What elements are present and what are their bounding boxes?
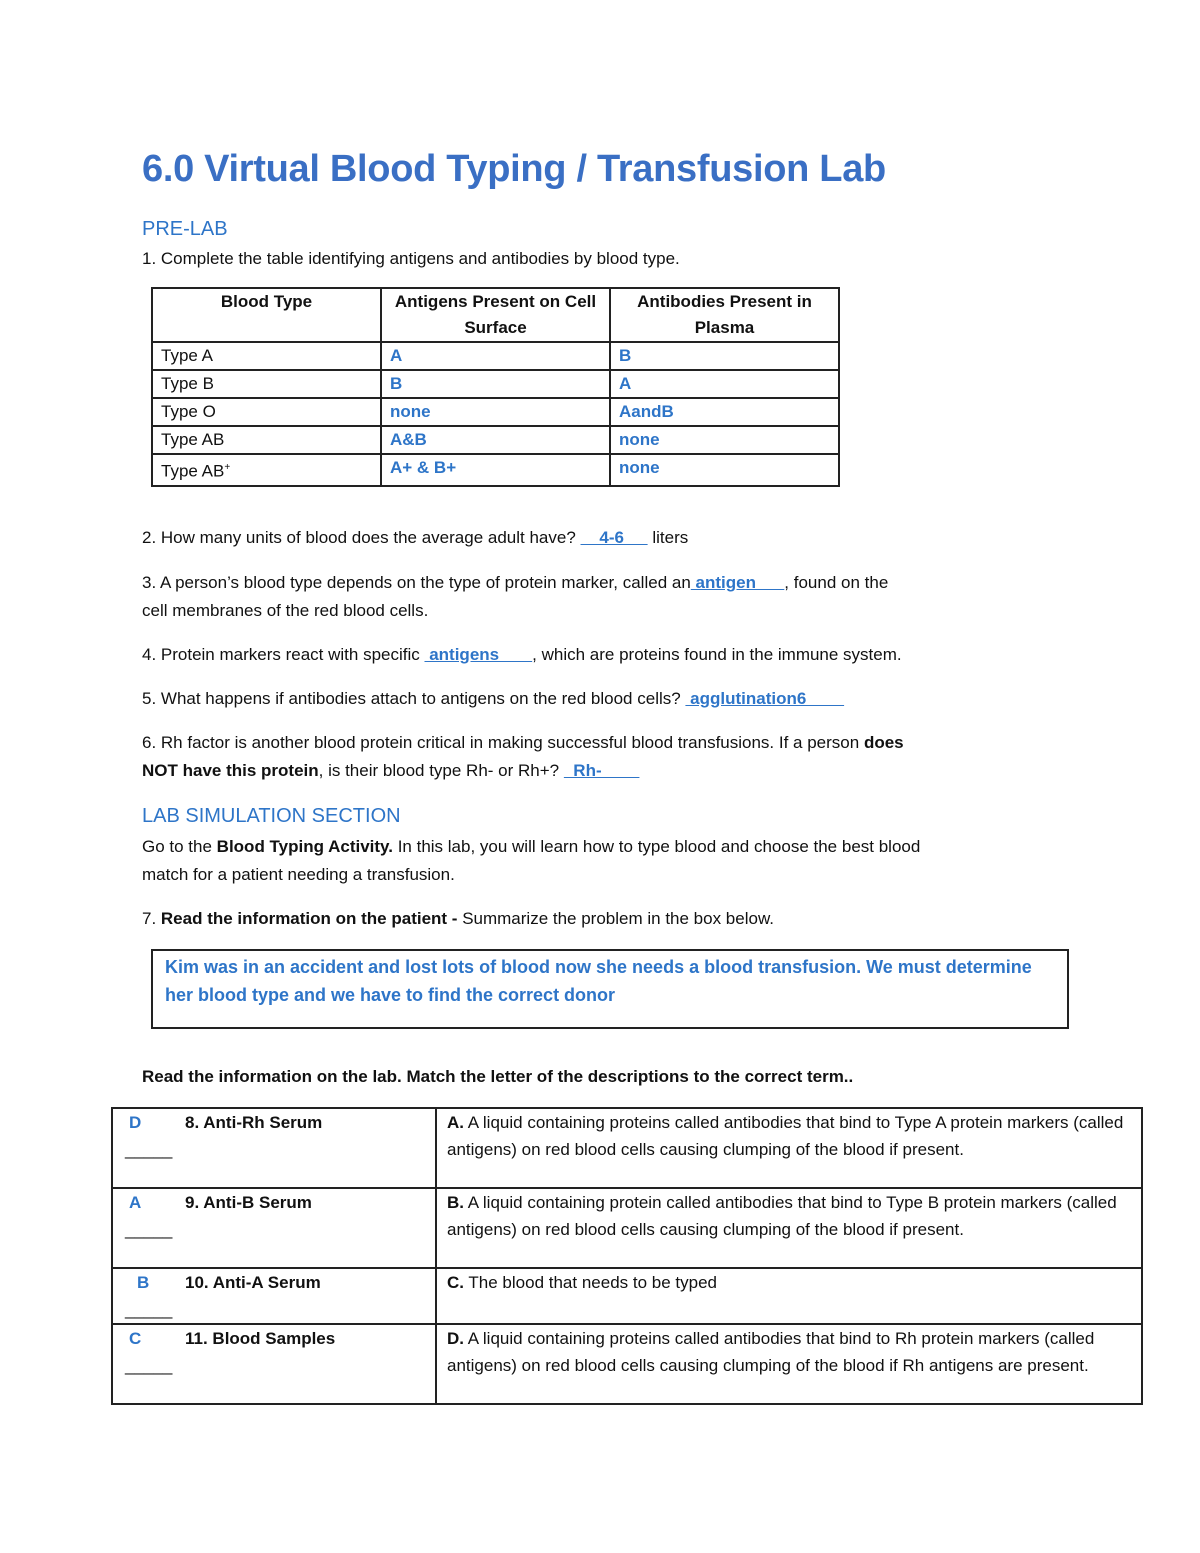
table-row (152, 398, 839, 426)
question-4 (142, 641, 902, 669)
blood-typing-activity-link: Blood Typing Activity. (216, 837, 393, 856)
antibodies-cell: A (610, 370, 839, 398)
term-label: 8. Anti-Rh Serum (185, 1113, 323, 1132)
antigens-cell: none (381, 398, 610, 426)
q6-bold-not-have: NOT have this protein (142, 761, 319, 780)
antigens-cell: A+ & B+ (381, 454, 610, 486)
antibodies-cell: none (610, 426, 839, 454)
q4-text: 4. Protein markers react with specific (142, 645, 425, 664)
lab-intro (142, 833, 920, 889)
q5-answer: agglutination6 (685, 689, 845, 708)
table-header-row (152, 288, 839, 342)
blood-type-cell: Type B (152, 370, 381, 398)
q4-suffix: , which are proteins found in the immune system. (532, 645, 902, 664)
question-5 (142, 685, 844, 713)
term-label: 11. Blood Samples (185, 1329, 336, 1348)
answer-blank[interactable]: _____ (125, 1140, 173, 1159)
term-cell (112, 1324, 436, 1404)
q3-answer: antigen (690, 573, 785, 592)
antigens-cell: A (381, 342, 610, 370)
question-1: 1. Complete the table identifying antigens and antibodies by blood type. (142, 249, 680, 268)
table-row (112, 1268, 1142, 1324)
q2-answer: 4-6 (580, 528, 648, 547)
q7-number: 7. (142, 909, 161, 928)
match-letter: D (129, 1113, 142, 1132)
header-antibodies: Antibodies Present in Plasma (610, 288, 839, 342)
description-letter: B. (447, 1193, 464, 1212)
antibodies-cell: AandB (610, 398, 839, 426)
term-label: 9. Anti-B Serum (185, 1193, 312, 1212)
q2-suffix: liters (647, 528, 689, 547)
term-cell (112, 1268, 436, 1324)
q4-answer: antigens (424, 645, 533, 664)
term-label: 10. Anti-A Serum (185, 1273, 321, 1292)
question-3 (142, 569, 888, 625)
q6-question: , is their blood type Rh- or Rh+? (318, 761, 564, 780)
description-letter: A. (447, 1113, 464, 1132)
question-7 (142, 905, 774, 933)
blood-type-cell: Type A (152, 342, 381, 370)
description-letter: D. (447, 1329, 464, 1348)
q3-text: 3. A person’s blood type depends on the type of protein marker, called an (142, 573, 691, 592)
q7-bold: Read the information on the patient - (160, 909, 463, 928)
prelab-heading: PRE-LAB (142, 218, 228, 240)
description-text: A liquid containing proteins called antibodies that bind to Type A protein markers (called antigens) on red blood cells causing clumping of the blood if present. (447, 1113, 1124, 1159)
header-blood-type: Blood Type (152, 288, 381, 342)
antibodies-cell: B (610, 342, 839, 370)
q7-text: Summarize the problem in the box below. (462, 909, 775, 928)
description-text: A liquid containing proteins called antibodies that bind to Rh protein markers (called antigens) on red blood cells causing clumping of the blood if Rh antigens are present. (447, 1329, 1095, 1375)
q6-answer: Rh- (563, 761, 640, 780)
answer-blank[interactable]: _____ (125, 1220, 173, 1239)
rh-positive-superscript: + (224, 462, 231, 473)
lab-simulation-heading: LAB SIMULATION SECTION (142, 805, 401, 827)
patient-summary-text: Kim was in an accident and lost lots of blood now she needs a blood transfusion. We must determine her blood type and we have to find the correct donor (165, 957, 1032, 1005)
lab-intro-text: Go to the (142, 837, 217, 856)
lab-intro-rest: In this lab, you will learn how to type blood and choose the best blood (392, 837, 921, 856)
q3-suffix: , found on the (784, 573, 889, 592)
lab-intro-line2: match for a patient needing a transfusion. (142, 865, 455, 884)
antigen-antibody-table (151, 287, 840, 487)
q3-line2: cell membranes of the red blood cells. (142, 601, 429, 620)
q2-text: 2. How many units of blood does the average adult have? (142, 528, 581, 547)
q6-text: 6. Rh factor is another blood protein critical in making successful blood transfusions. If a person (142, 733, 864, 752)
answer-blank[interactable]: _____ (125, 1300, 173, 1319)
table-row (152, 342, 839, 370)
header-antigens: Antigens Present on Cell Surface (381, 288, 610, 342)
table-row (112, 1324, 1142, 1404)
page-title: 6.0 Virtual Blood Typing / Transfusion Lab (142, 148, 886, 190)
description-cell (436, 1188, 1142, 1268)
antigens-cell: B (381, 370, 610, 398)
match-letter: C (129, 1329, 142, 1348)
description-text: The blood that needs to be typed (464, 1273, 717, 1292)
description-cell (436, 1268, 1142, 1324)
match-letter: A (129, 1193, 142, 1212)
blood-type-cell (152, 454, 381, 486)
description-letter: C. (447, 1273, 464, 1292)
matching-table (111, 1107, 1143, 1405)
blood-type-cell: Type AB (152, 426, 381, 454)
matching-instructions: Read the information on the lab. Match the letter of the descriptions to the correct term.. (142, 1067, 854, 1086)
term-cell (112, 1108, 436, 1188)
table-row (112, 1108, 1142, 1188)
answer-blank[interactable]: _____ (125, 1356, 173, 1375)
match-letter: B (137, 1273, 150, 1292)
antibodies-cell: none (610, 454, 839, 486)
table-row (152, 426, 839, 454)
antigens-cell: A&B (381, 426, 610, 454)
blood-type-label: Type AB (161, 461, 225, 481)
question-2 (142, 524, 688, 552)
q6-bold-does: does (863, 733, 904, 752)
table-row (152, 370, 839, 398)
patient-summary-box[interactable] (151, 949, 1069, 1029)
q5-text: 5. What happens if antibodies attach to antigens on the red blood cells? (142, 689, 686, 708)
question-6 (142, 729, 904, 785)
table-row (112, 1188, 1142, 1268)
term-cell (112, 1188, 436, 1268)
blood-type-cell: Type O (152, 398, 381, 426)
description-cell (436, 1324, 1142, 1404)
table-row (152, 454, 839, 486)
description-cell (436, 1108, 1142, 1188)
description-text: A liquid containing protein called antibodies that bind to Type B protein markers (called antigens) on red blood cells causing clumping of the blood if present. (447, 1193, 1117, 1239)
